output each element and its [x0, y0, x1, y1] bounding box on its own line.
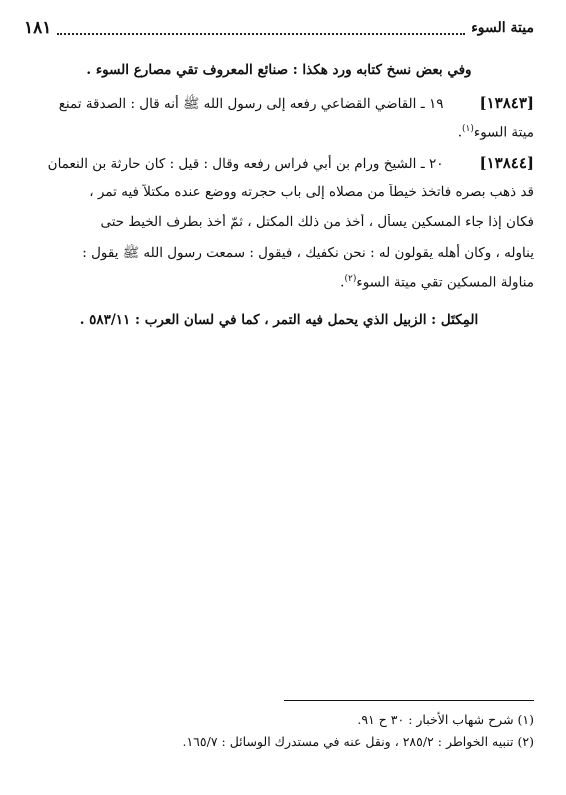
footnote-2: (٢) تنبيه الخواطر : ٢٨٥/٢ ، ونقل عنه في مستدرك الوسائل : ١٦٥/٧. — [182, 734, 534, 749]
entry-text: ٢٠ ـ الشيخ ورام بن أبي فراس رفعه وقال : قيل : كان حارثة بن النعمان — [47, 156, 444, 172]
entry-13844-line-5 — [24, 274, 534, 291]
running-title: ميتة السوء — [471, 20, 534, 36]
footnote-separator — [284, 700, 534, 701]
gloss-note: المِكتَل : الزبيل الذي يحمل فيه التمر ، كما في لسان العرب : ٥٨٣/١١ . — [79, 312, 479, 328]
intro-note: وفي بعض نسخ كتابه ورد هكذا : صنائع المعروف تقي مصارع السوء . — [86, 62, 472, 78]
entry-end: . — [457, 124, 462, 141]
entry-13843-line-2 — [24, 124, 534, 141]
entry-continuation: ميتة السوء — [473, 124, 534, 141]
entry-13843-line-1 — [24, 94, 534, 115]
footnote-ref-2: (٢) — [344, 274, 357, 284]
page-number: ١٨١ — [24, 18, 52, 38]
entry-text: ١٩ ـ القاضي القضاعي رفعه إلى رسول الله ﷺ أنه قال : الصدقة تمنع — [58, 96, 444, 112]
entry-id: [١٣٨٤٣] — [479, 94, 534, 112]
entry-13844-line-3: فكان إذا جاء المسكين يسأل ، أخذ من ذلك المكتل ، ثمّ أخذ بطرف الخيط حتى — [100, 214, 534, 230]
entry-13844-line-1 — [24, 154, 534, 172]
entry-13844-line-2: قد ذهب بصره فاتخذ خيطاً من مصلاه إلى باب حجرته ووضع عنده مكتلاً فيه تمر ، — [89, 184, 534, 200]
footnote-1: (١) شرح شهاب الأخبار : ٣٠ ح ٩١. — [357, 712, 534, 727]
entry-last-line: مناولة المسكين تقي ميتة السوء — [356, 274, 534, 291]
entry-13844-line-4: يناوله ، وكان أهله يقولون له : نحن نكفيك ، فيقول : سمعت رسول الله ﷺ يقول : — [82, 245, 534, 261]
footnote-ref-1: (١) — [461, 124, 474, 134]
entry-id: [١٣٨٤٤] — [479, 154, 534, 172]
page-header — [24, 14, 534, 42]
entry-end: . — [340, 274, 345, 291]
header-dotted-leader — [57, 21, 465, 35]
